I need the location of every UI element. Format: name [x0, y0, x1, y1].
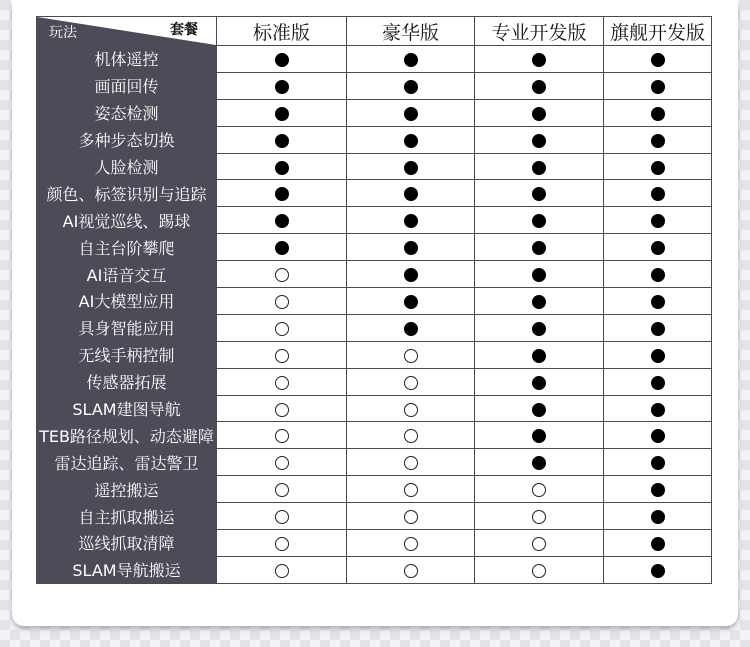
feature-name-cell: 具身智能应用: [37, 314, 217, 341]
plan-availability-cell: [604, 126, 712, 153]
included-filled-circle-icon: [651, 322, 665, 336]
plan-availability-cell: [475, 153, 604, 180]
plan-header-flagship-dev: 旗舰开发版: [604, 17, 712, 46]
plan-availability-cell: [604, 395, 712, 422]
table-row: [37, 341, 712, 368]
table-row: [37, 288, 712, 315]
plan-availability-cell: [217, 314, 347, 341]
plan-availability-cell: [217, 530, 347, 557]
not-included-empty-circle-icon: [275, 456, 289, 470]
plan-availability-cell: [347, 126, 475, 153]
included-filled-circle-icon: [651, 537, 665, 551]
plan-availability-cell: [347, 368, 475, 395]
table-row: [37, 314, 712, 341]
plan-availability-cell: [347, 395, 475, 422]
plan-availability-cell: [475, 341, 604, 368]
feature-name-cell: 无线手柄控制: [37, 341, 217, 368]
included-filled-circle-icon: [651, 214, 665, 228]
feature-name-cell: 自主抓取搬运: [37, 503, 217, 530]
not-included-empty-circle-icon: [275, 349, 289, 363]
included-filled-circle-icon: [275, 161, 289, 175]
feature-name-cell: 多种步态切换: [37, 126, 217, 153]
not-included-empty-circle-icon: [404, 376, 418, 390]
included-filled-circle-icon: [275, 241, 289, 255]
plan-availability-cell: [347, 99, 475, 126]
feature-rows: [37, 46, 712, 584]
plan-header-deluxe: 豪华版: [347, 17, 475, 46]
included-filled-circle-icon: [651, 483, 665, 497]
feature-name-cell: AI语音交互: [37, 261, 217, 288]
plan-availability-cell: [347, 234, 475, 261]
not-included-empty-circle-icon: [275, 564, 289, 578]
plan-availability-cell: [475, 72, 604, 99]
plan-availability-cell: [604, 503, 712, 530]
not-included-empty-circle-icon: [275, 483, 289, 497]
plan-availability-cell: [604, 46, 712, 73]
plan-availability-cell: [347, 207, 475, 234]
not-included-empty-circle-icon: [404, 456, 418, 470]
feature-name-cell: 自主台阶攀爬: [37, 234, 217, 261]
corner-column-label: 套餐: [170, 22, 198, 38]
plan-availability-cell: [217, 449, 347, 476]
included-filled-circle-icon: [532, 268, 546, 282]
plan-availability-cell: [347, 476, 475, 503]
included-filled-circle-icon: [275, 134, 289, 148]
not-included-empty-circle-icon: [404, 429, 418, 443]
not-included-empty-circle-icon: [532, 564, 546, 578]
plan-availability-cell: [217, 99, 347, 126]
plan-availability-cell: [604, 180, 712, 207]
included-filled-circle-icon: [532, 403, 546, 417]
included-filled-circle-icon: [404, 53, 418, 67]
table-row: [37, 449, 712, 476]
plan-availability-cell: [347, 449, 475, 476]
included-filled-circle-icon: [404, 268, 418, 282]
not-included-empty-circle-icon: [275, 510, 289, 524]
plan-availability-cell: [347, 530, 475, 557]
plan-availability-cell: [217, 368, 347, 395]
table-header-row: [37, 17, 712, 46]
plan-availability-cell: [217, 556, 347, 583]
not-included-empty-circle-icon: [532, 510, 546, 524]
plan-availability-cell: [475, 503, 604, 530]
plan-availability-cell: [217, 207, 347, 234]
plan-availability-cell: [475, 207, 604, 234]
plan-availability-cell: [347, 261, 475, 288]
plan-availability-cell: [604, 207, 712, 234]
included-filled-circle-icon: [532, 187, 546, 201]
included-filled-circle-icon: [275, 107, 289, 121]
included-filled-circle-icon: [275, 80, 289, 94]
plan-availability-cell: [475, 180, 604, 207]
corner-header-cell: [37, 17, 217, 46]
table-row: [37, 476, 712, 503]
table-row: [37, 72, 712, 99]
table-row: [37, 207, 712, 234]
included-filled-circle-icon: [275, 187, 289, 201]
plan-availability-cell: [604, 234, 712, 261]
plan-availability-cell: [217, 476, 347, 503]
plan-availability-cell: [347, 503, 475, 530]
plan-availability-cell: [604, 153, 712, 180]
plan-availability-cell: [347, 180, 475, 207]
included-filled-circle-icon: [532, 53, 546, 67]
feature-name-cell: AI视觉巡线、踢球: [37, 207, 217, 234]
included-filled-circle-icon: [532, 161, 546, 175]
included-filled-circle-icon: [404, 161, 418, 175]
included-filled-circle-icon: [651, 134, 665, 148]
plan-availability-cell: [475, 261, 604, 288]
feature-name-cell: 传感器拓展: [37, 368, 217, 395]
plan-availability-cell: [217, 261, 347, 288]
included-filled-circle-icon: [532, 241, 546, 255]
included-filled-circle-icon: [532, 214, 546, 228]
plan-availability-cell: [347, 153, 475, 180]
plan-availability-cell: [475, 422, 604, 449]
not-included-empty-circle-icon: [404, 403, 418, 417]
plan-availability-cell: [217, 503, 347, 530]
included-filled-circle-icon: [651, 376, 665, 390]
plan-availability-cell: [604, 368, 712, 395]
plan-header-standard: 标准版: [217, 17, 347, 46]
included-filled-circle-icon: [532, 80, 546, 94]
plan-availability-cell: [217, 153, 347, 180]
plan-availability-cell: [347, 314, 475, 341]
included-filled-circle-icon: [651, 564, 665, 578]
plan-availability-cell: [475, 126, 604, 153]
plan-availability-cell: [475, 99, 604, 126]
table-row: [37, 46, 712, 73]
plan-availability-cell: [217, 422, 347, 449]
feature-name-cell: 机体遥控: [37, 46, 217, 73]
included-filled-circle-icon: [651, 295, 665, 309]
included-filled-circle-icon: [404, 134, 418, 148]
included-filled-circle-icon: [651, 429, 665, 443]
corner-row-label: 玩法: [49, 25, 77, 41]
feature-name-cell: 遥控搬运: [37, 476, 217, 503]
included-filled-circle-icon: [275, 53, 289, 67]
feature-name-cell: 颜色、标签识别与追踪: [37, 180, 217, 207]
not-included-empty-circle-icon: [275, 429, 289, 443]
plan-availability-cell: [217, 341, 347, 368]
plan-availability-cell: [217, 46, 347, 73]
table-row: [37, 530, 712, 557]
table-row: [37, 99, 712, 126]
included-filled-circle-icon: [404, 80, 418, 94]
plan-availability-cell: [604, 341, 712, 368]
included-filled-circle-icon: [532, 456, 546, 470]
plan-availability-cell: [347, 341, 475, 368]
feature-name-cell: AI大模型应用: [37, 288, 217, 315]
included-filled-circle-icon: [532, 322, 546, 336]
plan-availability-cell: [604, 556, 712, 583]
plan-availability-cell: [604, 288, 712, 315]
plan-availability-cell: [475, 530, 604, 557]
plan-availability-cell: [217, 234, 347, 261]
plan-availability-cell: [475, 234, 604, 261]
feature-comparison-table: [36, 16, 712, 584]
included-filled-circle-icon: [651, 161, 665, 175]
plan-availability-cell: [347, 72, 475, 99]
table-row: [37, 556, 712, 583]
plan-availability-cell: [217, 126, 347, 153]
plan-availability-cell: [347, 422, 475, 449]
included-filled-circle-icon: [404, 214, 418, 228]
not-included-empty-circle-icon: [532, 483, 546, 497]
not-included-empty-circle-icon: [404, 510, 418, 524]
plan-availability-cell: [604, 476, 712, 503]
table-row: [37, 261, 712, 288]
table-row: [37, 126, 712, 153]
not-included-empty-circle-icon: [404, 564, 418, 578]
plan-availability-cell: [604, 422, 712, 449]
plan-header-pro-dev: 专业开发版: [475, 17, 604, 46]
table-row: [37, 368, 712, 395]
plan-availability-cell: [475, 395, 604, 422]
plan-availability-cell: [217, 72, 347, 99]
table-row: [37, 503, 712, 530]
included-filled-circle-icon: [404, 241, 418, 255]
not-included-empty-circle-icon: [275, 376, 289, 390]
feature-name-cell: SLAM建图导航: [37, 395, 217, 422]
feature-name-cell: 姿态检测: [37, 99, 217, 126]
feature-name-cell: 人脸检测: [37, 153, 217, 180]
plan-availability-cell: [217, 288, 347, 315]
not-included-empty-circle-icon: [275, 295, 289, 309]
plan-availability-cell: [475, 556, 604, 583]
included-filled-circle-icon: [651, 80, 665, 94]
not-included-empty-circle-icon: [275, 537, 289, 551]
feature-name-cell: SLAM导航搬运: [37, 556, 217, 583]
table-row: [37, 153, 712, 180]
included-filled-circle-icon: [404, 322, 418, 336]
plan-availability-cell: [604, 530, 712, 557]
feature-name-cell: 雷达追踪、雷达警卫: [37, 449, 217, 476]
plan-availability-cell: [475, 476, 604, 503]
plan-availability-cell: [347, 288, 475, 315]
plan-availability-cell: [604, 314, 712, 341]
plan-availability-cell: [475, 288, 604, 315]
included-filled-circle-icon: [532, 349, 546, 363]
included-filled-circle-icon: [275, 214, 289, 228]
included-filled-circle-icon: [404, 187, 418, 201]
table-row: [37, 234, 712, 261]
feature-name-cell: TEB路径规划、动态避障: [37, 422, 217, 449]
feature-name-cell: 画面回传: [37, 72, 217, 99]
plan-availability-cell: [217, 180, 347, 207]
table-row: [37, 180, 712, 207]
included-filled-circle-icon: [532, 134, 546, 148]
included-filled-circle-icon: [651, 107, 665, 121]
included-filled-circle-icon: [651, 403, 665, 417]
included-filled-circle-icon: [532, 107, 546, 121]
included-filled-circle-icon: [651, 456, 665, 470]
included-filled-circle-icon: [651, 53, 665, 67]
plan-availability-cell: [604, 261, 712, 288]
included-filled-circle-icon: [404, 107, 418, 121]
plan-availability-cell: [604, 99, 712, 126]
included-filled-circle-icon: [651, 510, 665, 524]
not-included-empty-circle-icon: [275, 403, 289, 417]
not-included-empty-circle-icon: [275, 322, 289, 336]
plan-availability-cell: [475, 46, 604, 73]
included-filled-circle-icon: [651, 241, 665, 255]
plan-availability-cell: [604, 72, 712, 99]
included-filled-circle-icon: [532, 295, 546, 309]
plan-availability-cell: [347, 556, 475, 583]
plan-availability-cell: [217, 395, 347, 422]
not-included-empty-circle-icon: [532, 537, 546, 551]
plan-availability-cell: [347, 46, 475, 73]
plan-availability-cell: [475, 314, 604, 341]
plan-availability-cell: [475, 449, 604, 476]
table-row: [37, 395, 712, 422]
included-filled-circle-icon: [532, 376, 546, 390]
plan-availability-cell: [604, 449, 712, 476]
included-filled-circle-icon: [651, 349, 665, 363]
table-row: [37, 422, 712, 449]
not-included-empty-circle-icon: [275, 268, 289, 282]
plan-availability-cell: [475, 368, 604, 395]
included-filled-circle-icon: [404, 295, 418, 309]
feature-name-cell: 巡线抓取清障: [37, 530, 217, 557]
not-included-empty-circle-icon: [404, 349, 418, 363]
included-filled-circle-icon: [651, 187, 665, 201]
included-filled-circle-icon: [651, 268, 665, 282]
not-included-empty-circle-icon: [404, 483, 418, 497]
not-included-empty-circle-icon: [404, 537, 418, 551]
included-filled-circle-icon: [532, 429, 546, 443]
